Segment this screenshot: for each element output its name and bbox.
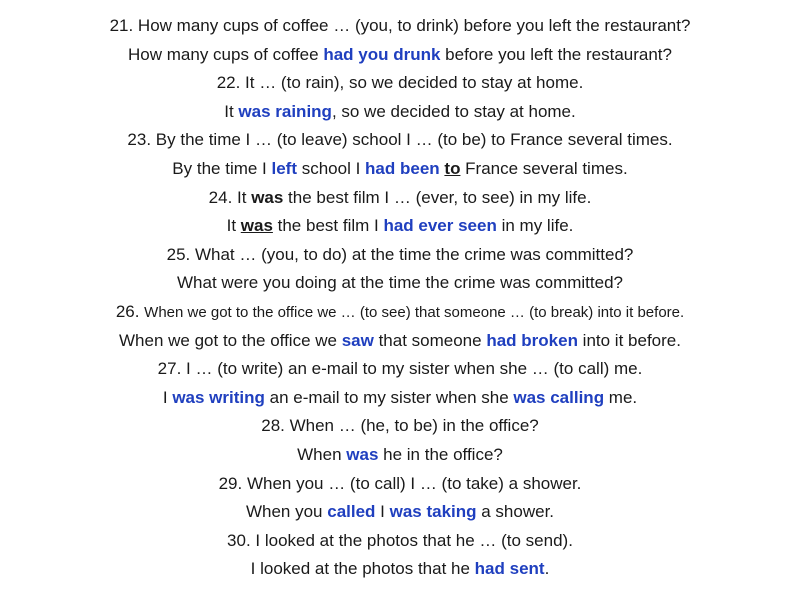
sentence-text: 30. I looked at the photos that he … (to send). bbox=[227, 530, 573, 550]
question-line bbox=[0, 12, 800, 41]
answer-verb: was raining bbox=[238, 101, 332, 121]
sentence-text: What were you doing at the time the crime was committed? bbox=[177, 273, 623, 293]
answer-verb: had ever seen bbox=[383, 216, 497, 236]
answer-verb: was taking bbox=[389, 502, 477, 522]
sentence-text: 26. bbox=[115, 301, 145, 321]
sentence-text: was bbox=[240, 216, 273, 236]
answer-line bbox=[0, 98, 800, 127]
answer-verb: had been bbox=[365, 158, 440, 178]
answer-line bbox=[0, 269, 800, 298]
sentence-text: 29. When you … (to call) I … (to take) a shower. bbox=[218, 473, 582, 493]
answer-verb: had broken bbox=[486, 330, 578, 350]
question-line bbox=[0, 412, 800, 441]
sentence-text: When you bbox=[245, 502, 328, 522]
answer-verb: saw bbox=[341, 330, 374, 350]
sentence-text: me. bbox=[604, 387, 638, 407]
sentence-text: in my life. bbox=[496, 216, 574, 236]
sentence-text: France several times. bbox=[460, 158, 628, 178]
answer-line bbox=[0, 441, 800, 470]
answer-verb: called bbox=[327, 502, 376, 522]
answer-line bbox=[0, 41, 800, 70]
sentence-text: 23. By the time I … (to leave) school I … (to be) to France several times. bbox=[127, 130, 673, 150]
sentence-text: . bbox=[544, 559, 550, 579]
answer-verb: was calling bbox=[513, 387, 605, 407]
sentence-text: 22. It … (to rain), so we decided to stay at home. bbox=[216, 73, 584, 93]
sentence-text: How many cups of coffee bbox=[128, 44, 324, 64]
sentence-text: he in the office? bbox=[378, 444, 503, 464]
sentence-text: that someone bbox=[373, 330, 487, 350]
answer-verb: left bbox=[271, 158, 297, 178]
sentence-text: a shower. bbox=[476, 502, 555, 522]
sentence-text: I bbox=[375, 502, 390, 522]
question-line bbox=[0, 126, 800, 155]
sentence-text: to bbox=[444, 158, 461, 178]
sentence-text: the best film I bbox=[272, 216, 384, 236]
answer-line bbox=[0, 555, 800, 584]
sentence-text: 28. When … (he, to be) in the office? bbox=[261, 416, 539, 436]
sentence-text: I looked at the photos that he bbox=[250, 559, 475, 579]
sentence-text: into it before. bbox=[577, 330, 681, 350]
sentence-text: was bbox=[251, 187, 284, 207]
sentence-text: It bbox=[224, 101, 239, 121]
sentence-text: the best film I … (ever, to see) in my life. bbox=[283, 187, 592, 207]
question-line bbox=[0, 527, 800, 556]
answer-verb: was bbox=[346, 444, 379, 464]
sentence-text: an e-mail to my sister when she bbox=[264, 387, 514, 407]
answer-line bbox=[0, 384, 800, 413]
sentence-text: school I bbox=[297, 158, 366, 178]
sentence-text: When we got to the office we bbox=[119, 330, 342, 350]
answer-verb: had you drunk bbox=[323, 44, 441, 64]
question-line bbox=[0, 241, 800, 270]
answer-line bbox=[0, 212, 800, 241]
sentence-text: before you left the restaurant? bbox=[440, 44, 672, 64]
sentence-text: When bbox=[297, 444, 347, 464]
sentence-text: 25. What … (you, to do) at the time the crime was committed? bbox=[166, 244, 634, 264]
question-line bbox=[0, 470, 800, 499]
sentence-text: 21. How many cups of coffee … (you, to drink) before you left the restaurant? bbox=[109, 16, 691, 35]
sentence-text: 24. It bbox=[208, 187, 252, 207]
question-line bbox=[0, 184, 800, 213]
question-line bbox=[0, 69, 800, 98]
sentence-text: By the time I bbox=[172, 158, 272, 178]
sentence-text: It bbox=[226, 216, 241, 236]
sentence-text: When we got to the office we … (to see) that someone … (to break) into it before. bbox=[144, 303, 685, 321]
answer-verb: had sent bbox=[474, 559, 545, 579]
sentence-text: 27. I … (to write) an e-mail to my sister when she … (to call) me. bbox=[157, 359, 643, 379]
answer-line bbox=[0, 498, 800, 527]
question-line bbox=[0, 355, 800, 384]
sentence-text: I bbox=[162, 387, 173, 407]
question-line bbox=[0, 298, 800, 327]
sentence-text: , so we decided to stay at home. bbox=[331, 101, 576, 121]
answer-line bbox=[0, 155, 800, 184]
answer-line bbox=[0, 327, 800, 356]
answer-verb: was writing bbox=[172, 387, 265, 407]
